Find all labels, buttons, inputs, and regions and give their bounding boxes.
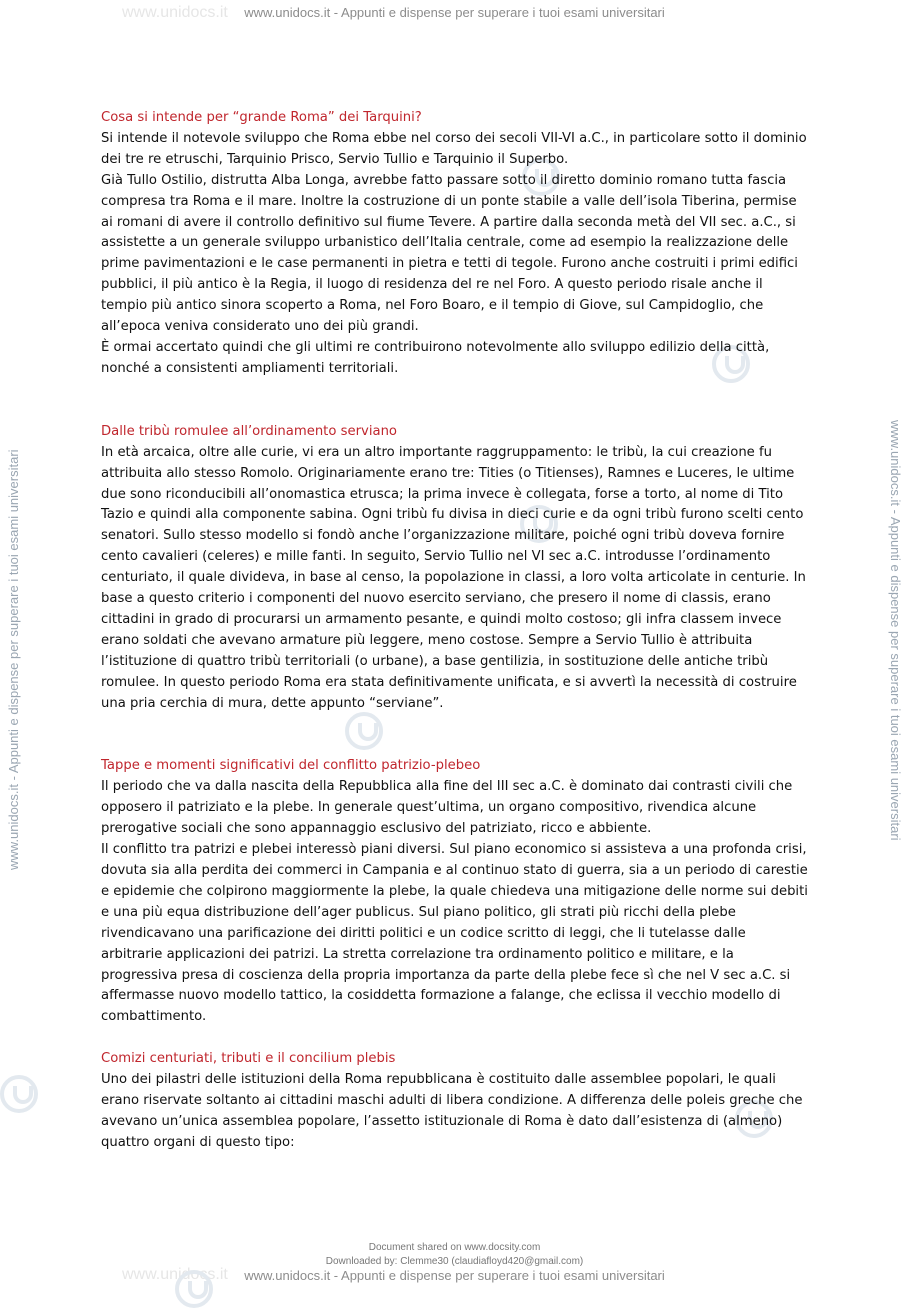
- section-heading: Dalle tribù romulee all’ordinamento serviano: [101, 423, 397, 439]
- watermark-logo-icon: [0, 1075, 38, 1113]
- section-heading: Cosa si intende per “grande Roma” dei Tarquini?: [101, 110, 422, 125]
- left-side-watermark: www.unidocs.it - Appunti e dispense per superare i tuoi esami universitari: [6, 449, 21, 870]
- footer-watermark-banner: www.unidocs.it - Appunti e dispense per superare i tuoi esami universitari: [244, 1268, 665, 1283]
- section-comizi: [101, 1049, 811, 1154]
- right-side-watermark: www.unidocs.it - Appunti e dispense per superare i tuoi esami universitari: [888, 420, 903, 841]
- paragraph: È ormai accertato quindi che gli ultimi re contribuirono notevolmente allo sviluppo edilizio della città, nonché a consistenti ampliamenti territoriali.: [101, 339, 770, 376]
- paragraph: Già Tullo Ostilio, distrutta Alba Longa, avrebbe fatto passare sotto il diretto dominio romano tutta fascia compresa tra Roma e il mare. Inoltre la costruzione di un ponte stabile a valle dell’isola Tiberina, permise ai romani di avere il controllo definitivo sul fiume Tevere. A partire dalla seconda metà del VII sec. a.C., si assistette a un generale sviluppo urbanistico dell’Italia centrale, come ad esempio la realizzazione delle prime pavimentazioni e le case permanenti in pietra e tetti di tegole. Furono anche costruiti i primi edifici pubblici, il più antico è la Regia, il luogo di residenza del re nel Foro. A questo periodo risale anche il tempio più antico sinora scoperto a Roma, nel Foro Boaro, e il tempio di Giove, sul Campidoglio, che all’epoca veniva considerato uno dei più grandi.: [101, 172, 798, 335]
- section-tribu-romulee: [101, 422, 811, 715]
- footer-shared-note: Document shared on www.docsity.com: [368, 1242, 541, 1253]
- paragraph: Si intende il notevole sviluppo che Roma ebbe nel corso dei secoli VII-VI a.C., in particolare sotto il dominio dei tre re etruschi, Tarquinio Prisco, Servio Tullio e Tarquinio il Superbo.: [101, 130, 807, 167]
- paragraph: In età arcaica, oltre alle curie, vi era un altro importante raggruppamento: le tribù, la cui creazione fu attribuita allo stesso Romolo. Originariamente erano tre: Tities (o Titienses), Ramnes e Luceres, le ultime due sono riconducibili all’onomastica etrusca; la prima invece è collegata, forse a torto, al nome di Tito Tazio e quindi alla componente sabina. Ogni tribù fu divisa in dieci curie e da ogni tribù furono scelti cento senatori. Sullo stesso modello si fondò anche l’organizzazione militare, poiché ogni tribù doveva fornire cento cavalieri (celeres) e mille fanti. In seguito, Servio Tullio nel VI sec a.C. introdusse l’ordinamento centuriato, il quale divideva, in base al censo, la popolazione in classi, a loro volta articolate in centurie. In base a questo criterio i componenti del nuovo esercito serviano, che presero il nome di classis, erano cittadini in grado di procurarsi un armamento pesante, e quindi molto costoso; gli infra classem invece erano soldati che avevano armature più leggere, meno costose. Sempre a Servio Tullio è attribuita l’istituzione di quattro tribù territoriali (o urbane), a base gentilizia, in sostituzione delle antiche tribù romulee. In questo periodo Roma era stata definitivamente unificata, e si avvertì la necessità di costruire una pria cerchia di mura, dette appunto “serviane”.: [101, 444, 806, 711]
- paragraph: Uno dei pilastri delle istituzioni della Roma repubblicana è costituito dalle assemblee popolari, le quali erano riservate soltanto ai cittadini maschi adulti di libera condizione. A differenza delle poleis greche che avevano un’unica assemblea popolare, l’assetto istituzionale di Roma è dato dall’esistenza di (almeno) quattro organi di questo tipo:: [101, 1072, 803, 1150]
- section-grande-roma: [101, 108, 811, 380]
- footer-downloaded-by: Downloaded by: Clemme30 (claudiafloyd420@gmail.com): [325, 1256, 584, 1267]
- section-heading: Tappe e momenti significativi del conflitto patrizio-plebeo: [101, 758, 481, 774]
- section-conflitto-patrizio-plebeo: [101, 756, 811, 1028]
- paragraph: Il periodo che va dalla nascita della Repubblica alla fine del III sec a.C. è dominato dai contrasti civili che opposero il patriziato e la plebe. In generale quest’ultima, un organo compositivo, rivendica alcune prerogative sociali che sono appannaggio esclusivo del patriziato, ricco e abbiente.: [101, 779, 793, 837]
- faint-watermark: www.unidocs.it: [122, 4, 228, 21]
- section-heading: Comizi centuriati, tributi e il concilium plebis: [101, 1051, 396, 1067]
- paragraph: Il conflitto tra patrizi e plebei interessò piani diversi. Sul piano economico si assisteva a una profonda crisi, dovuta sia alla perdita dei commerci in Campania e al continuo stato di guerra, sia a un periodo di carestie e epidemie che colpirono maggiormente la plebe, la quale chiedeva una mitigazione delle norme sui debiti e una più equa distribuzione dell’ager publicus. Sul piano politico, gli strati più ricchi della plebe rivendicavano una parificazione dei diritti politici e un codice scritto di leggi, che li tutelasse dalle arbitrarie applicazioni dei patrizi. La stretta correlazione tra ordinamento politico e militare, e la progressiva presa di coscienza della propria importanza da parte della plebe fece sì che nel V sec a.C. si affermasse nuovo modello tattico, la cosiddetta formazione a falange, che eclissa il vecchio modello di combattimento.: [101, 842, 808, 1025]
- document-body: [101, 108, 811, 1154]
- faint-watermark: www.unidocs.it: [122, 1266, 228, 1283]
- header-watermark-banner: www.unidocs.it - Appunti e dispense per superare i tuoi esami universitari: [244, 5, 665, 20]
